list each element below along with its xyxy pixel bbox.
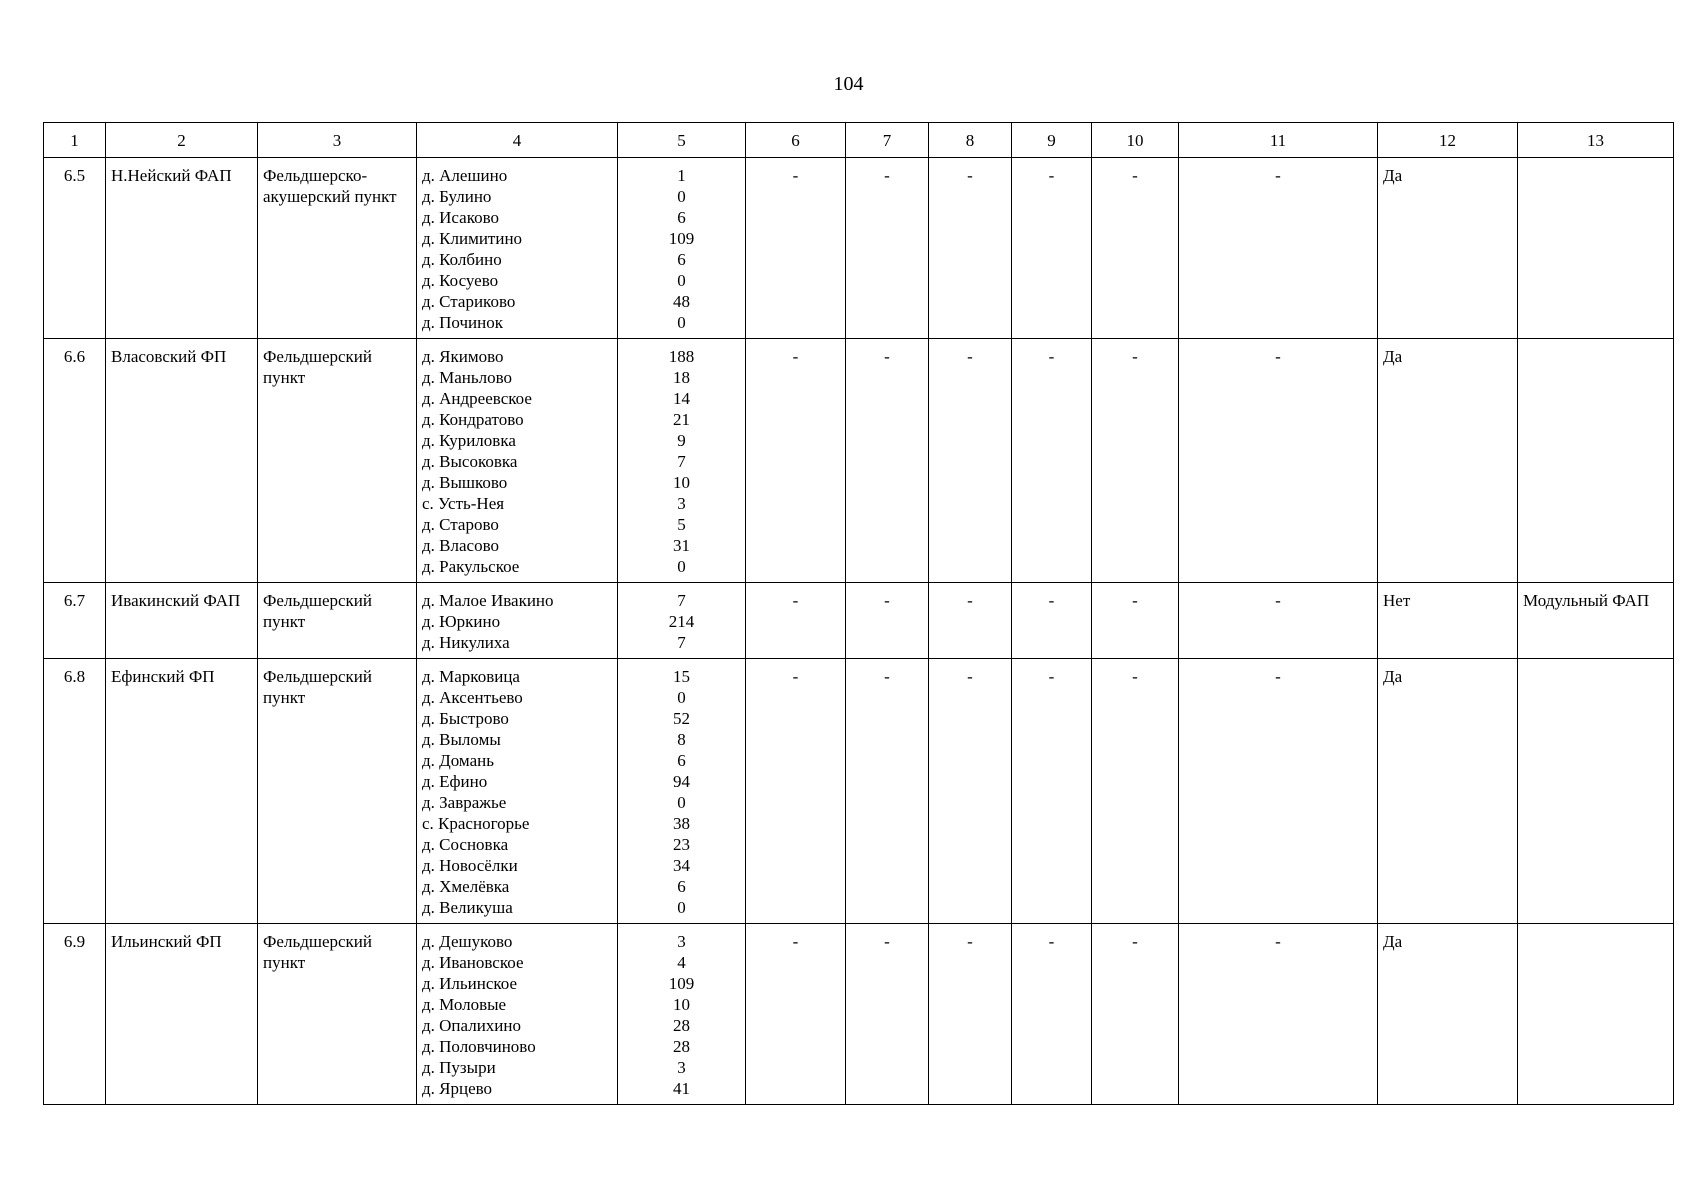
population-value: 4 bbox=[677, 953, 686, 972]
settlement-name: д. Аксентьево bbox=[422, 688, 523, 707]
facility-name: Н.Нейский ФАП bbox=[106, 158, 258, 339]
column-7-value: - bbox=[846, 583, 929, 659]
column-6-value: - bbox=[746, 659, 846, 924]
population-value: 0 bbox=[677, 271, 686, 290]
settlement-name: д. Высоковка bbox=[422, 452, 518, 471]
column-header-13: 13 bbox=[1518, 123, 1674, 158]
column-11-value: - bbox=[1179, 924, 1378, 1105]
population-cell bbox=[618, 158, 746, 339]
population-value: 34 bbox=[673, 856, 690, 875]
population-value: 6 bbox=[677, 208, 686, 227]
settlement-name: д. Старово bbox=[422, 515, 499, 534]
column-10-value: - bbox=[1092, 924, 1179, 1105]
facilities-table bbox=[43, 122, 1674, 1105]
settlement-name: д. Марковица bbox=[422, 667, 520, 686]
column-header-1: 1 bbox=[44, 123, 106, 158]
column-header-12: 12 bbox=[1378, 123, 1518, 158]
column-8-value: - bbox=[929, 924, 1012, 1105]
column-header-8: 8 bbox=[929, 123, 1012, 158]
column-10-value: - bbox=[1092, 583, 1179, 659]
facility-type: Фельдшерский пункт bbox=[258, 659, 417, 924]
column-11-value: - bbox=[1179, 583, 1378, 659]
header-row bbox=[44, 123, 1674, 158]
settlement-name: д. Выломы bbox=[422, 730, 501, 749]
population-value: 0 bbox=[677, 313, 686, 332]
row-number: 6.5 bbox=[44, 158, 106, 339]
population-value: 3 bbox=[677, 932, 686, 951]
population-value: 48 bbox=[673, 292, 690, 311]
column-10-value: - bbox=[1092, 339, 1179, 583]
population-value: 21 bbox=[673, 410, 690, 429]
column-11-value: - bbox=[1179, 659, 1378, 924]
settlement-name: д. Косуево bbox=[422, 271, 499, 290]
table-row bbox=[44, 158, 1674, 339]
table-row bbox=[44, 583, 1674, 659]
column-10-value: - bbox=[1092, 158, 1179, 339]
column-6-value: - bbox=[746, 583, 846, 659]
column-7-value: - bbox=[846, 339, 929, 583]
row-number: 6.7 bbox=[44, 583, 106, 659]
population-value: 14 bbox=[673, 389, 690, 408]
column-13-note bbox=[1518, 158, 1674, 339]
column-header-3: 3 bbox=[258, 123, 417, 158]
population-value: 7 bbox=[677, 452, 686, 471]
settlement-name: д. Моловые bbox=[422, 995, 507, 1014]
column-9-value: - bbox=[1012, 583, 1092, 659]
population-value: 3 bbox=[677, 1058, 686, 1077]
column-13-note: Модульный ФАП bbox=[1518, 583, 1674, 659]
row-number: 6.9 bbox=[44, 924, 106, 1105]
population-cell bbox=[618, 659, 746, 924]
column-header-9: 9 bbox=[1012, 123, 1092, 158]
population-value: 6 bbox=[677, 751, 686, 770]
population-value: 9 bbox=[677, 431, 686, 450]
facility-type: Фельдшерский пункт bbox=[258, 924, 417, 1105]
population-value: 109 bbox=[668, 229, 695, 248]
settlement-name: д. Булино bbox=[422, 187, 492, 206]
population-value: 7 bbox=[677, 591, 686, 610]
population-value: 109 bbox=[668, 974, 695, 993]
population-value: 23 bbox=[673, 835, 690, 854]
population-value: 214 bbox=[668, 612, 695, 631]
settlements-cell bbox=[417, 158, 618, 339]
population-value: 31 bbox=[673, 536, 690, 555]
settlement-name: д. Ильинское bbox=[422, 974, 518, 993]
column-12-value: Да bbox=[1378, 924, 1518, 1105]
settlement-name: с. Усть-Нея bbox=[422, 494, 505, 513]
table-row bbox=[44, 924, 1674, 1105]
column-9-value: - bbox=[1012, 924, 1092, 1105]
population-value: 188 bbox=[668, 347, 695, 366]
settlement-name: д. Исаково bbox=[422, 208, 500, 227]
settlement-name: д. Опалихино bbox=[422, 1016, 521, 1035]
population-value: 6 bbox=[677, 250, 686, 269]
population-value: 3 bbox=[677, 494, 686, 513]
population-cell bbox=[618, 924, 746, 1105]
population-value: 0 bbox=[677, 187, 686, 206]
population-value: 6 bbox=[677, 877, 686, 896]
population-value: 52 bbox=[673, 709, 690, 728]
population-value: 10 bbox=[673, 473, 690, 492]
settlement-name: д. Кондратово bbox=[422, 410, 524, 429]
population-value: 0 bbox=[677, 898, 686, 917]
settlement-name: д. Стариково bbox=[422, 292, 516, 311]
settlement-name: д. Ракульское bbox=[422, 557, 520, 576]
column-header-11: 11 bbox=[1179, 123, 1378, 158]
population-value: 5 bbox=[677, 515, 686, 534]
settlement-name: д. Маньлово bbox=[422, 368, 513, 387]
column-13-note bbox=[1518, 924, 1674, 1105]
column-7-value: - bbox=[846, 158, 929, 339]
population-value: 41 bbox=[673, 1079, 690, 1098]
column-13-note bbox=[1518, 659, 1674, 924]
population-value: 0 bbox=[677, 557, 686, 576]
table-row bbox=[44, 659, 1674, 924]
column-8-value: - bbox=[929, 659, 1012, 924]
column-8-value: - bbox=[929, 158, 1012, 339]
page-number: 104 bbox=[833, 73, 864, 95]
column-12-value: Да bbox=[1378, 659, 1518, 924]
settlement-name: д. Климитино bbox=[422, 229, 523, 248]
population-value: 15 bbox=[673, 667, 690, 686]
settlement-name: д. Половчиново bbox=[422, 1037, 536, 1056]
column-12-value: Нет bbox=[1378, 583, 1518, 659]
column-6-value: - bbox=[746, 924, 846, 1105]
settlement-name: д. Ефино bbox=[422, 772, 488, 791]
column-12-value: Да bbox=[1378, 339, 1518, 583]
settlement-name: д. Завражье bbox=[422, 793, 507, 812]
population-cell bbox=[618, 339, 746, 583]
facility-name: Ильинский ФП bbox=[106, 924, 258, 1105]
facility-type: Фельдшерско-акушерский пункт bbox=[258, 158, 417, 339]
population-value: 94 bbox=[673, 772, 690, 791]
column-header-4: 4 bbox=[417, 123, 618, 158]
settlement-name: д. Домань bbox=[422, 751, 494, 770]
facility-type: Фельдшерский пункт bbox=[258, 339, 417, 583]
settlement-name: д. Пузыри bbox=[422, 1058, 496, 1077]
table-header bbox=[44, 123, 1674, 158]
population-value: 0 bbox=[677, 793, 686, 812]
row-number: 6.8 bbox=[44, 659, 106, 924]
population-value: 8 bbox=[677, 730, 686, 749]
settlements-cell bbox=[417, 659, 618, 924]
settlement-name: д. Куриловка bbox=[422, 431, 516, 450]
settlement-name: д. Сосновка bbox=[422, 835, 509, 854]
column-7-value: - bbox=[846, 659, 929, 924]
settlement-name: с. Красногорье bbox=[422, 814, 530, 833]
settlement-name: д. Быстрово bbox=[422, 709, 509, 728]
settlement-name: д. Дешуково bbox=[422, 932, 513, 951]
settlement-name: д. Хмелёвка bbox=[422, 877, 510, 896]
column-header-7: 7 bbox=[846, 123, 929, 158]
table-body bbox=[44, 158, 1674, 1105]
settlement-name: д. Алешино bbox=[422, 166, 508, 185]
facility-name: Ефинский ФП bbox=[106, 659, 258, 924]
column-8-value: - bbox=[929, 339, 1012, 583]
settlement-name: д. Вышково bbox=[422, 473, 508, 492]
column-12-value: Да bbox=[1378, 158, 1518, 339]
settlement-name: д. Никулиха bbox=[422, 633, 510, 652]
column-header-6: 6 bbox=[746, 123, 846, 158]
column-11-value: - bbox=[1179, 339, 1378, 583]
settlement-name: д. Ярцево bbox=[422, 1079, 493, 1098]
settlement-name: д. Ивановское bbox=[422, 953, 524, 972]
population-cell bbox=[618, 583, 746, 659]
settlements-cell bbox=[417, 583, 618, 659]
facility-type: Фельдшерский пункт bbox=[258, 583, 417, 659]
table-row bbox=[44, 339, 1674, 583]
column-7-value: - bbox=[846, 924, 929, 1105]
settlement-name: д. Юркино bbox=[422, 612, 501, 631]
population-value: 1 bbox=[677, 166, 686, 185]
settlement-name: д. Якимово bbox=[422, 347, 504, 366]
population-value: 10 bbox=[673, 995, 690, 1014]
column-9-value: - bbox=[1012, 158, 1092, 339]
column-9-value: - bbox=[1012, 659, 1092, 924]
population-value: 28 bbox=[673, 1037, 690, 1056]
column-6-value: - bbox=[746, 339, 846, 583]
column-header-10: 10 bbox=[1092, 123, 1179, 158]
column-header-2: 2 bbox=[106, 123, 258, 158]
facility-name: Власовский ФП bbox=[106, 339, 258, 583]
column-11-value: - bbox=[1179, 158, 1378, 339]
row-number: 6.6 bbox=[44, 339, 106, 583]
column-header-5: 5 bbox=[618, 123, 746, 158]
settlement-name: д. Малое Ивакино bbox=[422, 591, 554, 610]
settlement-name: д. Колбино bbox=[422, 250, 502, 269]
settlement-name: д. Власово bbox=[422, 536, 499, 555]
column-6-value: - bbox=[746, 158, 846, 339]
settlement-name: д. Андреевское bbox=[422, 389, 532, 408]
column-9-value: - bbox=[1012, 339, 1092, 583]
settlement-name: д. Починок bbox=[422, 313, 503, 332]
settlements-cell bbox=[417, 339, 618, 583]
column-8-value: - bbox=[929, 583, 1012, 659]
population-value: 7 bbox=[677, 633, 686, 652]
population-value: 18 bbox=[673, 368, 690, 387]
population-value: 38 bbox=[673, 814, 690, 833]
facility-name: Ивакинский ФАП bbox=[106, 583, 258, 659]
settlement-name: д. Новосёлки bbox=[422, 856, 518, 875]
population-value: 28 bbox=[673, 1016, 690, 1035]
column-10-value: - bbox=[1092, 659, 1179, 924]
settlement-name: д. Великуша bbox=[422, 898, 513, 917]
settlements-cell bbox=[417, 924, 618, 1105]
population-value: 0 bbox=[677, 688, 686, 707]
column-13-note bbox=[1518, 339, 1674, 583]
